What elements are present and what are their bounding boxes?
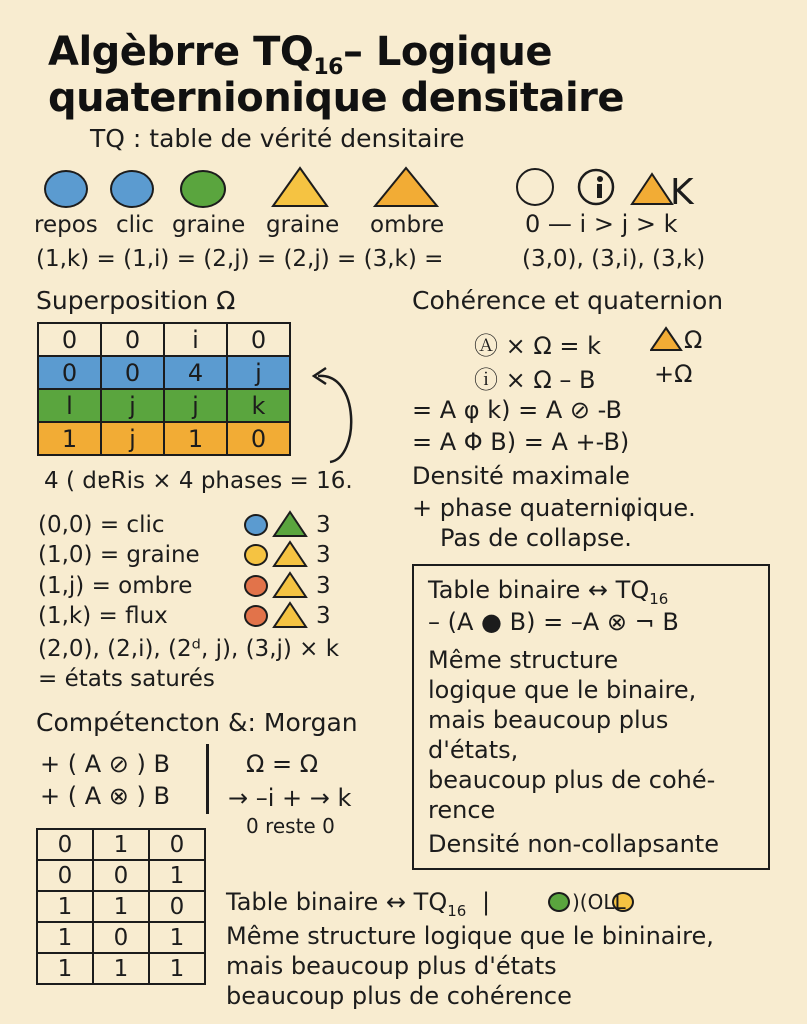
table-cell: 0 [227, 422, 290, 455]
table-row [38, 356, 290, 389]
bottom-heading [226, 888, 490, 920]
table-cell: 0 [149, 829, 205, 860]
triangle-orange-icon [372, 165, 440, 209]
table-cell: 0 [93, 922, 149, 953]
table-cell: 4 [164, 356, 227, 389]
state-count-3: 3 [316, 573, 331, 599]
table-cell: 0 [149, 891, 205, 922]
density-line-2: + phase quaterniφique. [412, 494, 696, 522]
table-cell: 1 [164, 422, 227, 455]
pair-equations: (1,k) = (1,i) = (2,j) = (2,j) = (3,k) = [36, 246, 444, 272]
box-body-5: beaucoup plus de cohé- [428, 766, 716, 794]
superposition-caption: 4 ( dɐRis × 4 phases = 16. [44, 468, 353, 494]
table-cell: 1 [38, 422, 101, 455]
density-line-3: Pas de collapse. [440, 524, 632, 552]
order-symbols: 0 — i > j > k [525, 210, 678, 238]
divider [206, 744, 209, 814]
table-row [37, 891, 205, 922]
table-cell: 0 [227, 323, 290, 356]
box-heading-subscript: 16 [649, 589, 669, 608]
state-count-2: 3 [316, 542, 331, 568]
table-cell: j [164, 389, 227, 422]
morgan-left-1: + ( A ⊘ ) B [40, 750, 170, 778]
table-cell: 1 [149, 953, 205, 984]
i-circle-icon [576, 166, 620, 208]
table-row [37, 829, 205, 860]
table-cell: 0 [93, 860, 149, 891]
triangle-yellow-icon [270, 165, 330, 209]
circle-red-icon [244, 575, 268, 597]
table-cell: 0 [37, 829, 93, 860]
shape-label-graine-2: graine [266, 212, 340, 238]
shape-label-ombre: ombre [370, 212, 445, 238]
table-row [38, 323, 290, 356]
coherence-line-2-right: +Ω [654, 360, 693, 388]
triangle-yellow-icon [272, 571, 308, 599]
bottom-heading-subscript: 16 [447, 901, 467, 920]
pair-values: (3,0), (3,i), (3,k) [522, 246, 706, 272]
table-row [37, 860, 205, 891]
circle-red-icon [244, 605, 268, 627]
state-line-4: (1,k) = flux [38, 603, 168, 629]
triangle-orange-icon [650, 326, 684, 352]
morgan-left-2: + ( A ⊗ ) B [40, 782, 170, 810]
morgan-right-2: → –i + → k [228, 784, 352, 812]
table-row [38, 389, 290, 422]
table-row [38, 422, 290, 455]
table-cell: 1 [37, 922, 93, 953]
binary-table [36, 828, 206, 985]
state-line-3: (1,j) = ombre [38, 573, 193, 599]
state-count-4: 3 [316, 603, 331, 629]
coherence-line-2: ⓘ × Ω – B [474, 366, 596, 394]
circle-blue-icon [244, 514, 268, 536]
circle-green-icon [180, 170, 226, 208]
page-subtitle: TQ : table de vérité densitaire [90, 124, 465, 153]
table-cell: 0 [37, 860, 93, 891]
saturated-line-1: (2,0), (2,i), (2ᵈ, j), (3,j) × k [38, 636, 340, 662]
box-formula: – (A ● B) = –A ⊗ ¬ B [428, 608, 679, 636]
triangle-k-icon [630, 164, 720, 208]
circle-green-icon [548, 892, 570, 912]
state-line-1: (0,0) = clic [38, 512, 165, 538]
box-body-1: Même structure [428, 646, 619, 674]
circle-blue-icon [44, 170, 88, 208]
state-count-1: 3 [316, 512, 331, 538]
box-heading [428, 576, 668, 608]
table-cell: 1 [93, 953, 149, 984]
circle-blue-icon [110, 170, 154, 208]
box-body-2: logique que le binaire, [428, 676, 697, 704]
coherence-heading: Cohérence et quaternion [412, 286, 724, 315]
title-line1-tail: – Logique [342, 29, 552, 75]
bottom-glyphs: )(OLL [572, 890, 626, 914]
superposition-table [37, 322, 291, 456]
table-cell: 1 [93, 829, 149, 860]
morgan-right-1: Ω = Ω [246, 750, 319, 778]
coherence-line-1-right: Ω [684, 326, 703, 354]
shape-label-clic: clic [116, 212, 155, 238]
superposition-heading: Superposition Ω [36, 286, 236, 315]
coherence-line-3: = A φ k) = A ⊘ -B [412, 396, 622, 424]
box-footer: Densité non-collapsante [428, 830, 719, 858]
coherence-line-4: = A Φ B) = A +-B) [412, 428, 630, 456]
table-cell: 0 [101, 323, 164, 356]
table-cell: k [227, 389, 290, 422]
bottom-line-1: Même structure logique que le bininaire, [226, 922, 714, 950]
table-cell: j [101, 422, 164, 455]
saturated-line-2: = états saturés [38, 666, 215, 692]
morgan-right-3: 0 reste 0 [246, 814, 335, 838]
table-row [37, 953, 205, 984]
bottom-heading-text: Table binaire ↔ TQ [226, 888, 448, 916]
table-cell: 0 [38, 356, 101, 389]
circle-yellow-icon [244, 544, 268, 566]
box-body-3: mais beaucoup plus [428, 706, 669, 734]
table-cell: 0 [38, 323, 101, 356]
coherence-line-1: Ⓐ × Ω = k [474, 332, 601, 360]
table-row [37, 922, 205, 953]
page-title-line2: quaternionique densitaire [48, 75, 625, 121]
title-subscript: 16 [313, 55, 343, 80]
box-body-4: d'états, [428, 736, 519, 764]
table-cell: j [227, 356, 290, 389]
curved-arrow-icon [300, 362, 370, 472]
triangle-yellow-icon [272, 540, 308, 568]
title-line1: Algèbrre TQ [48, 29, 314, 75]
svg-text:K: K [670, 172, 694, 208]
table-cell: l [38, 389, 101, 422]
circle-outline-icon [516, 168, 554, 206]
table-cell: 1 [149, 860, 205, 891]
table-cell: i [164, 323, 227, 356]
bottom-heading-bar: | [481, 888, 491, 916]
table-cell: 1 [93, 891, 149, 922]
box-heading-text: Table binaire ↔ TQ [428, 576, 650, 604]
table-cell: 0 [101, 356, 164, 389]
triangle-green-icon [272, 510, 308, 538]
shape-label-repos: repos [34, 212, 98, 238]
table-cell: j [101, 389, 164, 422]
shape-label-graine: graine [172, 212, 246, 238]
morgan-heading: Compétencton &: Morgan [36, 708, 358, 737]
table-cell: 1 [149, 922, 205, 953]
density-line-1: Densité maximale [412, 462, 630, 490]
state-line-2: (1,0) = graine [38, 542, 200, 568]
table-cell: 1 [37, 953, 93, 984]
table-cell: 1 [37, 891, 93, 922]
triangle-yellow-icon [272, 601, 308, 629]
box-body-6: rence [428, 796, 496, 824]
bottom-line-3: beaucoup plus de cohérence [226, 982, 572, 1010]
bottom-line-2: mais beaucoup plus d'états [226, 952, 557, 980]
